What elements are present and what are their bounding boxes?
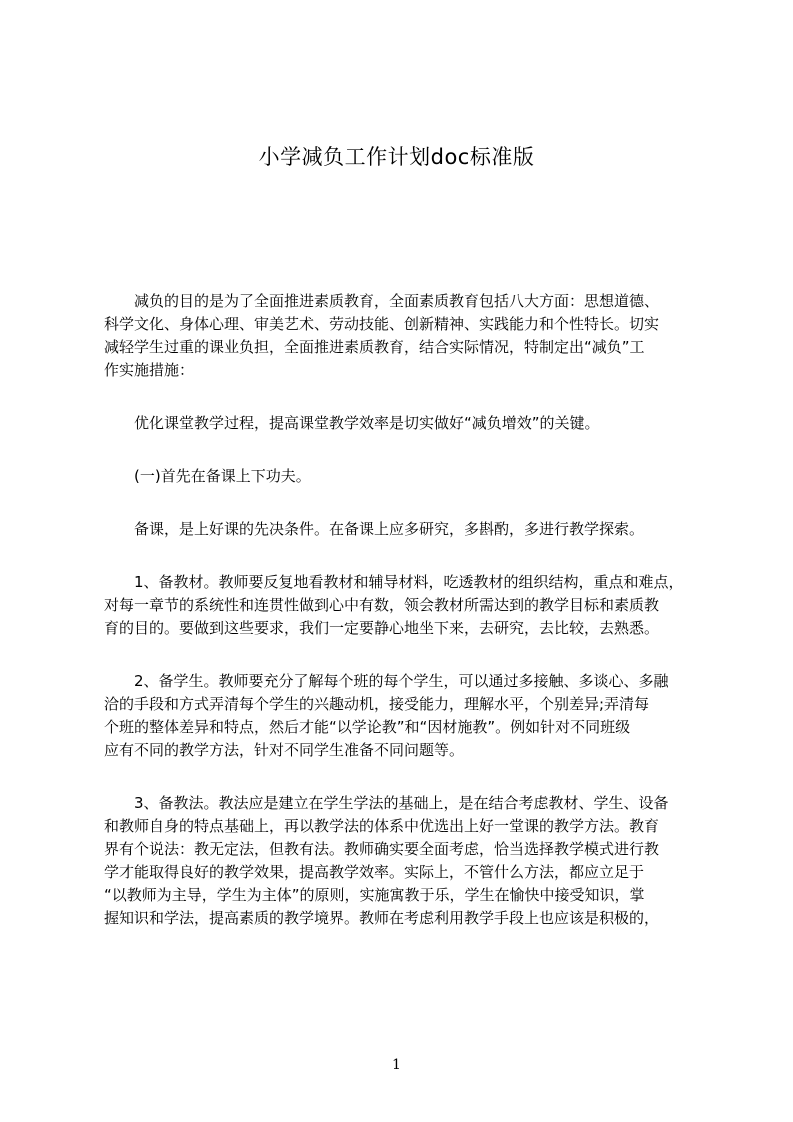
text-line: 备课，是上好课的先决条件。在备课上应多研究，多斟酌，多进行教学探索。 [104,520,645,538]
text-line: 育的目的。要做到这些要求，我们一定要静心地坐下来，去研究，去比较，去熟悉。 [104,619,660,637]
text-line: “以教师为主导，学生为主体”的原则，实施寓教于乐，学生在愉快中接受知识，掌 [104,886,645,904]
text-line: 减负的目的是为了全面推进素质教育，全面素质教育包括八大方面：思想道德、 [104,292,660,310]
paragraph [104,412,714,435]
paragraph [104,792,714,930]
text-line: (一)首先在备课上下功夫。 [104,467,311,485]
document-title: 小学减负工作计划doc标准版 [258,145,535,169]
paragraph [104,571,714,640]
text-line: 个班的整体差异和特点，然后才能“以学论教”和“因材施教”。例如针对不同班级 [104,718,631,736]
document-body [104,290,714,960]
text-line: 作实施措施： [104,361,195,379]
text-line: 握知识和学法，提高素质的教学境界。教师在考虑利用教学手段上也应该是积极的， [104,909,660,927]
paragraph [104,465,714,488]
paragraph [104,670,714,762]
text-line: 应有不同的教学方法，针对不同学生准备不同问题等。 [104,741,465,759]
text-line: 洽的手段和方式弄清每个学生的兴趣动机，接受能力，理解水平，个别差异;弄清每 [104,695,650,713]
text-line: 1、备教材。教师要反复地看教材和辅导材料，吃透教材的组织结构，重点和难点， [104,573,684,591]
text-line: 界有个说法：教无定法，但教有法。教师确实要全面考虑，恰当选择教学模式进行教 [104,840,660,858]
text-line: 学才能取得良好的教学效果，提高教学效率。实际上，不管什么方法，都应立足于 [104,863,645,881]
page-number: 1 [392,1057,401,1073]
text-line: 对每一章节的系统性和连贯性做到心中有数，领会教材所需达到的教学目标和素质教 [104,596,660,614]
text-line: 和教师自身的特点基础上，再以教学法的体系中优选出上好一堂课的教学方法。教育 [104,817,660,835]
text-line: 科学文化、身体心理、审美艺术、劳动技能、创新精神、实践能力和个性特长。切实 [104,315,660,333]
paragraph [104,518,714,541]
text-line: 优化课堂教学过程，提高课堂教学效率是切实做好“减负增效”的关键。 [104,414,600,432]
text-line: 3、备教法。教法应是建立在学生学法的基础上，是在结合考虑教材、学生、设备 [104,794,669,812]
text-line: 减轻学生过重的课业负担，全面推进素质教育，结合实际情况，特制定出“减负”工 [104,338,645,356]
paragraph [104,290,714,382]
text-line: 2、备学生。教师要充分了解每个班的每个学生，可以通过多接触、多谈心、多融 [104,672,669,690]
